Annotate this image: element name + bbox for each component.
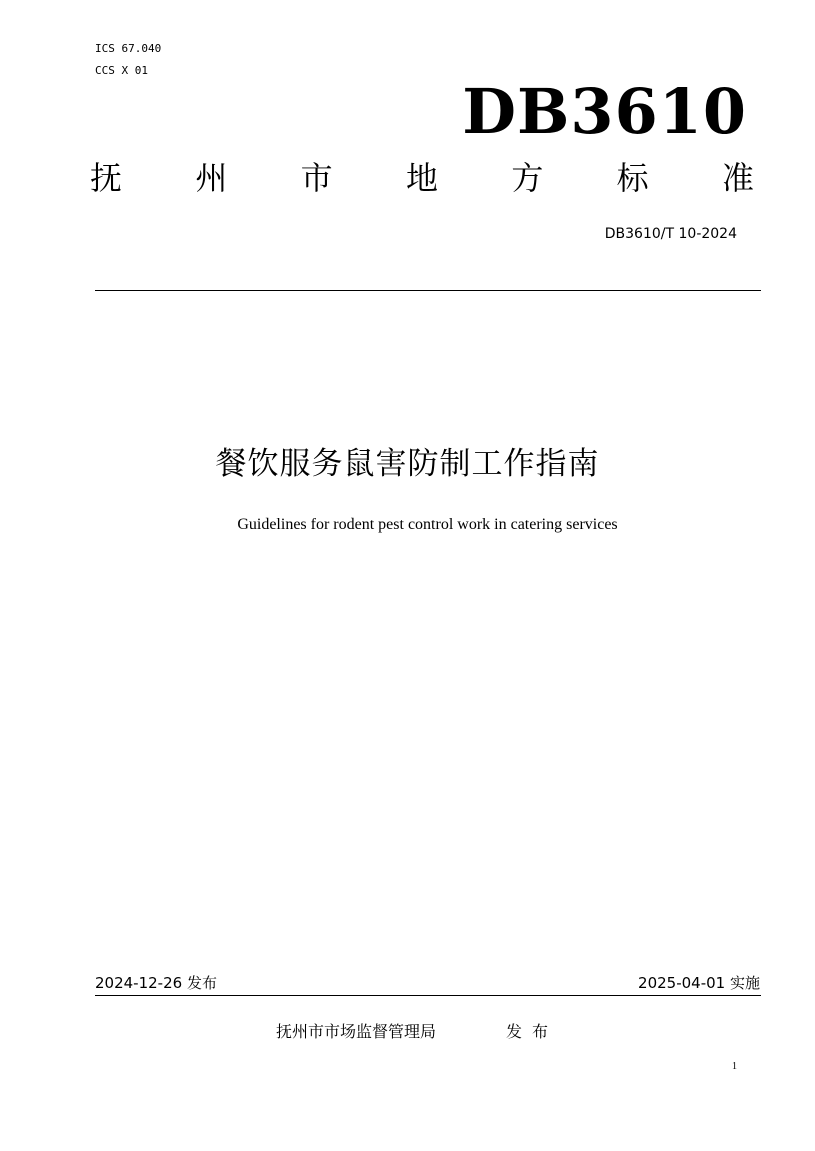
standard-type-char: 抚 — [90, 159, 123, 197]
page-number: 1 — [732, 1061, 737, 1072]
standard-type — [90, 156, 754, 200]
ics-code: ICS 67.040 — [95, 42, 162, 55]
implementation-date: 2025-04-01 实施 — [638, 974, 760, 992]
document-title-chinese: 餐饮服务鼠害防制工作指南 — [215, 446, 600, 482]
standard-number: DB3610/T 10-2024 — [604, 226, 737, 242]
publish-label: 发布 — [506, 1022, 559, 1041]
footer-divider — [95, 995, 761, 996]
standard-code-large: DB3610 — [462, 75, 747, 148]
publisher-name: 抚州市市场监督管理局 — [276, 1022, 437, 1041]
ccs-code: CCS X 01 — [95, 64, 148, 77]
standard-type-char: 准 — [721, 159, 754, 197]
header-divider — [95, 290, 761, 291]
standard-type-char: 方 — [511, 159, 544, 197]
standard-type-char: 地 — [405, 159, 438, 197]
document-title-english: Guidelines for rodent pest control work in catering services — [237, 516, 618, 533]
issue-date: 2024-12-26 发布 — [95, 974, 217, 992]
standard-type-char: 标 — [616, 159, 649, 197]
standard-type-char: 市 — [300, 159, 333, 197]
standard-type-char: 州 — [195, 159, 228, 197]
